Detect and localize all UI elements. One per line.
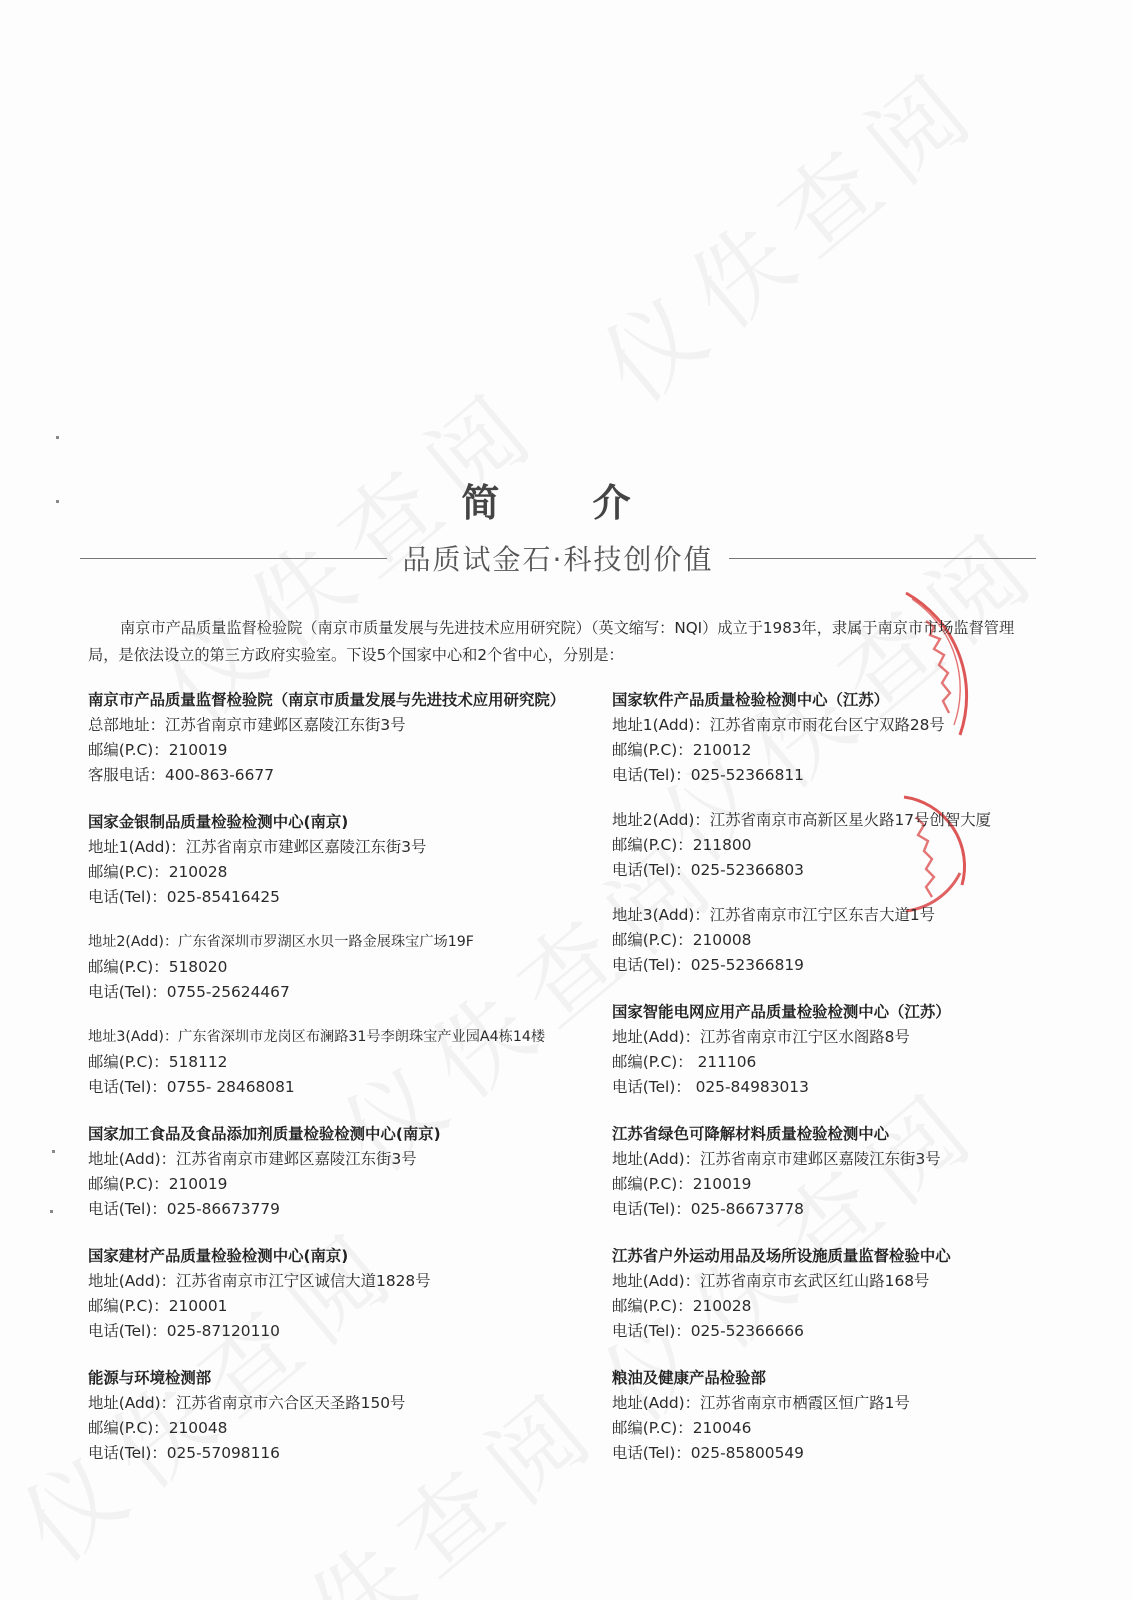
- phone-line: 电话(Tel)：025-52366811: [612, 766, 804, 784]
- postcode-line: 邮编(P.C)：518020: [88, 958, 228, 976]
- center-block-grain: [612, 1366, 1082, 1466]
- center-block-green: [612, 1122, 1082, 1222]
- phone-line: 电话(Tel)：025-52366819: [612, 956, 804, 974]
- address-line: 地址1(Add)：江苏省南京市雨花台区宁双路28号: [612, 716, 945, 734]
- phone-line: 电话(Tel)：025-85416425: [88, 888, 280, 906]
- phone-line: 电话(Tel)：025-52366666: [612, 1322, 804, 1340]
- address-line: 地址(Add)：江苏省南京市江宁区诚信大道1828号: [88, 1272, 431, 1290]
- postcode-line: 邮编(P.C)：210019: [88, 1175, 228, 1193]
- left-column: [88, 688, 566, 1488]
- center-title: 粮油及健康产品检验部: [612, 1369, 766, 1387]
- phone-line: 电话(Tel)：025-86673778: [612, 1200, 804, 1218]
- center-title: 国家建材产品质量检验检测中心(南京): [88, 1247, 349, 1265]
- postcode-line: 邮编(P.C)：210019: [88, 741, 228, 759]
- address-line: 地址2(Add)：广东省深圳市罗湖区水贝一路金展珠宝广场19F: [88, 934, 474, 950]
- center-title: 国家加工食品及食品添加剂质量检验检测中心(南京): [88, 1125, 441, 1143]
- center-title: 南京市产品质量监督检验院（南京市质量发展与先进技术应用研究院）: [88, 691, 566, 709]
- address-line: 地址(Add)：江苏省南京市六合区天圣路150号: [88, 1394, 406, 1412]
- phone-line: 电话(Tel)：025-86673779: [88, 1200, 280, 1218]
- center-block-gold-3: [88, 1025, 558, 1100]
- phone-line: 电话(Tel)：025-57098116: [88, 1444, 280, 1462]
- phone-line: 电话(Tel)：025-52366803: [612, 861, 804, 879]
- center-title: 江苏省绿色可降解材料质量检验检测中心: [612, 1125, 890, 1143]
- postcode-line: 邮编(P.C)：210019: [612, 1175, 752, 1193]
- center-block-building: [88, 1244, 558, 1344]
- phone-line: 电话(Tel)：025-85800549: [612, 1444, 804, 1462]
- postcode-line: 邮编(P.C)：210012: [612, 741, 752, 759]
- center-block-energy: [88, 1366, 558, 1466]
- center-block-software-3: [612, 903, 1082, 978]
- center-title: 国家智能电网应用产品质量检验检测中心（江苏）: [612, 1003, 951, 1021]
- address-line: 地址2(Add)：江苏省南京市高新区星火路17号创智大厦: [612, 811, 991, 829]
- scan-mark: [56, 436, 62, 442]
- center-block-outdoor: [612, 1244, 1082, 1344]
- slogan-divider-right: [729, 558, 1036, 559]
- address-line: 地址3(Add)：广东省深圳市龙岗区布澜路31号李朗珠宝产业园A4栋14楼: [88, 1029, 546, 1045]
- address-line: 地址(Add)：江苏省南京市江宁区水阁路8号: [612, 1028, 910, 1046]
- center-title: 国家金银制品质量检验检测中心(南京): [88, 813, 349, 831]
- center-block-gold: [88, 810, 558, 910]
- address-line: 地址(Add)：江苏省南京市建邺区嘉陵江东街3号: [88, 1150, 417, 1168]
- postcode-line: 邮编(P.C)：210001: [88, 1297, 228, 1315]
- address-line: 总部地址：江苏省南京市建邺区嘉陵江东街3号: [88, 716, 406, 734]
- postcode-line: 邮编(P.C)：210046: [612, 1419, 752, 1437]
- postcode-line: 邮编(P.C)：518112: [88, 1053, 228, 1071]
- page-title: 简 介: [461, 481, 671, 525]
- slogan-divider-left: [80, 558, 387, 559]
- center-block-software: [612, 688, 1082, 788]
- phone-line: 电话(Tel)： 025-84983013: [612, 1078, 809, 1096]
- phone-line: 电话(Tel)：0755-25624467: [88, 983, 290, 1001]
- postcode-line: 邮编(P.C)：211800: [612, 836, 752, 854]
- slogan-row: [80, 536, 1036, 580]
- center-title: 江苏省户外运动用品及场所设施质量监督检验中心: [612, 1247, 951, 1265]
- address-line: 地址(Add)：江苏省南京市栖霞区恒广路1号: [612, 1394, 910, 1412]
- center-title: 国家软件产品质量检验检测中心（江苏）: [612, 691, 890, 709]
- center-block-software-2: [612, 808, 1082, 883]
- scan-mark: [50, 1210, 56, 1216]
- postcode-line: 邮编(P.C)： 211106: [612, 1053, 757, 1071]
- center-block-food: [88, 1122, 558, 1222]
- address-line: 地址(Add)：江苏省南京市玄武区红山路168号: [612, 1272, 930, 1290]
- phone-line: 客服电话：400-863-6677: [88, 766, 274, 784]
- center-block-nqi: [88, 688, 566, 788]
- postcode-line: 邮编(P.C)：210048: [88, 1419, 228, 1437]
- phone-line: 电话(Tel)：025-87120110: [88, 1322, 280, 1340]
- intro-paragraph: 南京市产品质量监督检验院（南京市质量发展与先进技术应用研究院）（英文缩写：NQI）成立于1983年，隶属于南京市市场监督管理局，是依法设立的第三方政府实验室。下设5个国家中心和2个省中心，分别是：: [88, 619, 1015, 664]
- scan-mark: [52, 1150, 58, 1156]
- postcode-line: 邮编(P.C)：210028: [612, 1297, 752, 1315]
- center-title: 能源与环境检测部: [88, 1369, 212, 1387]
- address-line: 地址(Add)：江苏省南京市建邺区嘉陵江东街3号: [612, 1150, 941, 1168]
- address-line: 地址1(Add)：江苏省南京市建邺区嘉陵江东街3号: [88, 838, 427, 856]
- center-block-grid: [612, 1000, 1082, 1100]
- phone-line: 电话(Tel)：0755- 28468081: [88, 1078, 295, 1096]
- right-column: [612, 688, 1082, 1488]
- watermark: [569, 29, 1006, 427]
- slogan: 品质试金石·科技创价值: [402, 543, 714, 576]
- postcode-line: 邮编(P.C)：210008: [612, 931, 752, 949]
- center-block-gold-2: [88, 930, 558, 1005]
- address-line: 地址3(Add)：江苏省南京市江宁区东吉大道1号: [612, 906, 936, 924]
- postcode-line: 邮编(P.C)：210028: [88, 863, 228, 881]
